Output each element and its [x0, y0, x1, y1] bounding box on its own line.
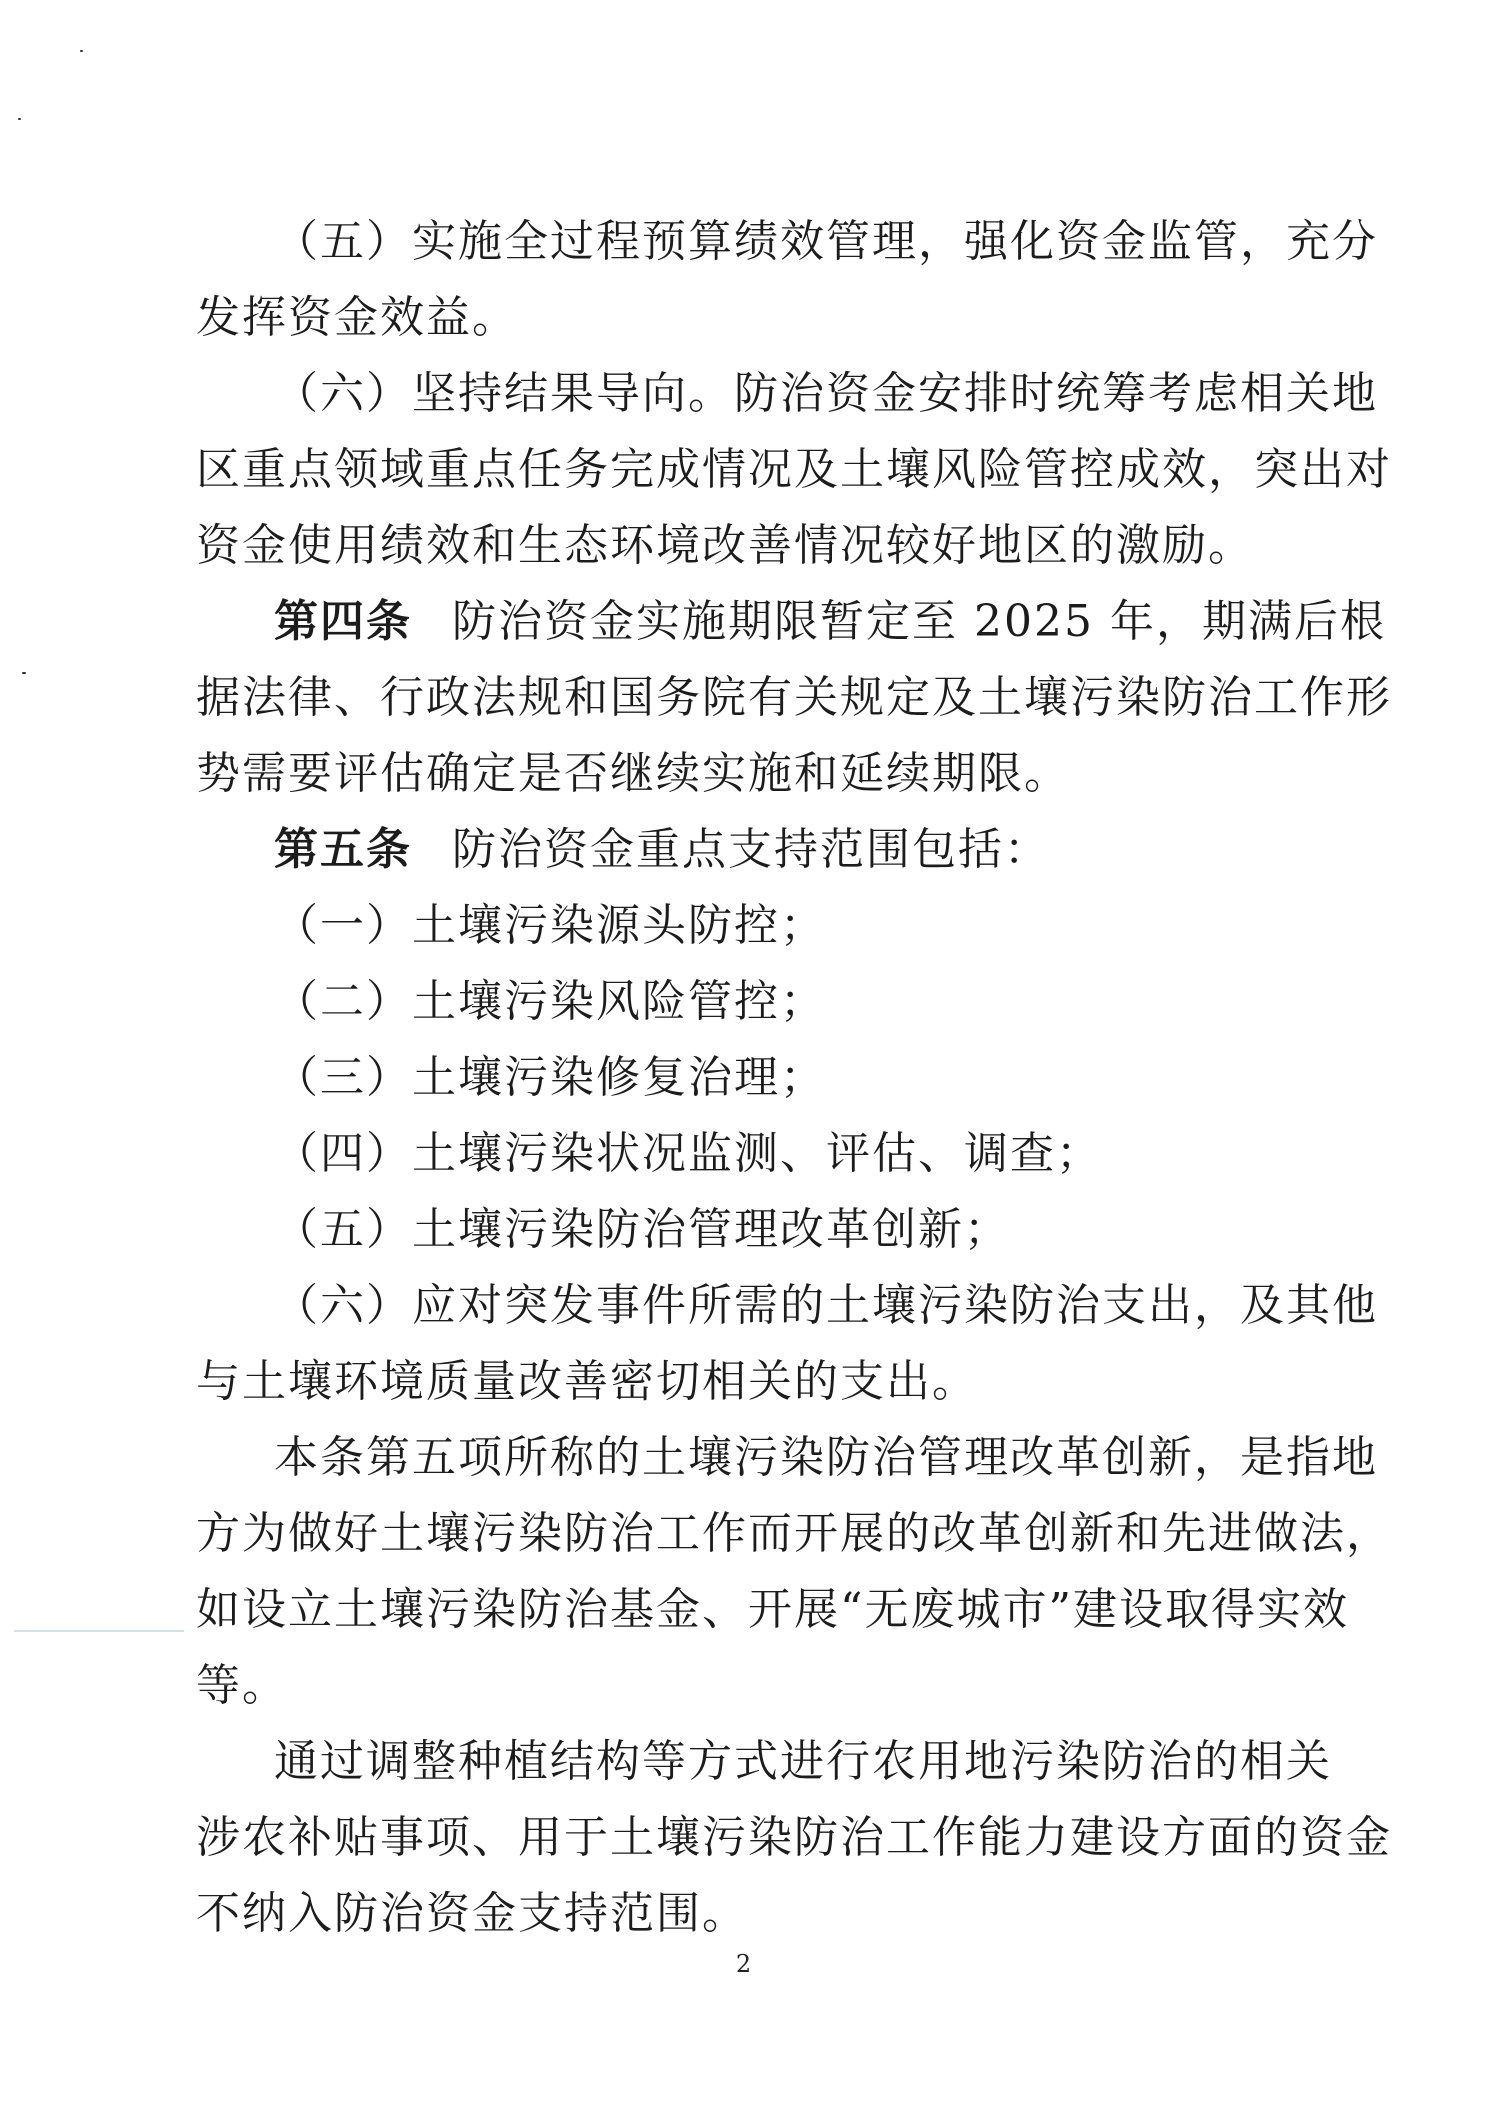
- list-item: （一）土壤污染源头防控；: [274, 900, 826, 951]
- article-4-heading: 第四条: [274, 596, 412, 647]
- page-number: 2: [735, 1950, 752, 1978]
- scan-speck: [22, 672, 26, 674]
- paragraph-line: 涉农补贴事项、用于土壤污染防治工作能力建设方面的资金: [196, 1812, 1392, 1863]
- paragraph-line: 区重点领域重点任务完成情况及土壤风险管控成效，突出对: [196, 444, 1392, 495]
- article-4-line: [274, 596, 1386, 647]
- list-item: （四）土壤污染状况监测、评估、调查；: [274, 1128, 1102, 1179]
- paragraph-line: 等。: [196, 1660, 288, 1711]
- paragraph-line: 势需要评估确定是否继续实施和延续期限。: [196, 748, 1070, 799]
- scan-artifact-line: [14, 1630, 184, 1632]
- paragraph-line: 防治资金重点支持范围包括：: [452, 824, 1050, 875]
- paragraph-line: 防治资金实施期限暂定至 2025 年，期满后根: [452, 596, 1386, 647]
- paragraph-line: 发挥资金效益。: [196, 292, 518, 343]
- list-item: （五）土壤污染防治管理改革创新；: [274, 1204, 1010, 1255]
- scan-speck: [80, 50, 83, 52]
- paragraph-line: 方为做好土壤污染防治工作而开展的改革创新和先进做法，: [196, 1508, 1392, 1559]
- paragraph-line: 资金使用绩效和生态环境改善情况较好地区的激励。: [196, 520, 1254, 571]
- scan-speck: [18, 118, 21, 120]
- paragraph-line: 据法律、行政法规和国务院有关规定及土壤污染防治工作形: [196, 672, 1392, 723]
- paragraph-line: 不纳入防治资金支持范围。: [196, 1888, 748, 1939]
- article-5-line: [274, 826, 1276, 874]
- list-item: （三）土壤污染修复治理；: [274, 1052, 826, 1103]
- paragraph-line: 通过调整种植结构等方式进行农用地污染防治的相关: [274, 1736, 1332, 1787]
- paragraph-line: 如设立土壤污染防治基金、开展“无废城市”建设取得实效: [196, 1584, 1349, 1635]
- list-item: （六）应对突发事件所需的土壤污染防治支出，及其他: [274, 1280, 1378, 1331]
- article-5-heading: 第五条: [274, 824, 412, 875]
- list-item: （二）土壤污染风险管控；: [274, 976, 826, 1027]
- paragraph-line: （五）实施全过程预算绩效管理，强化资金监管，充分: [274, 216, 1378, 267]
- paragraph-line: 本条第五项所称的土壤污染防治管理改革创新，是指地: [274, 1432, 1378, 1483]
- list-item: 与土壤环境质量改善密切相关的支出。: [196, 1356, 978, 1407]
- paragraph-line: （六）坚持结果导向。防治资金安排时统筹考虑相关地: [274, 368, 1378, 419]
